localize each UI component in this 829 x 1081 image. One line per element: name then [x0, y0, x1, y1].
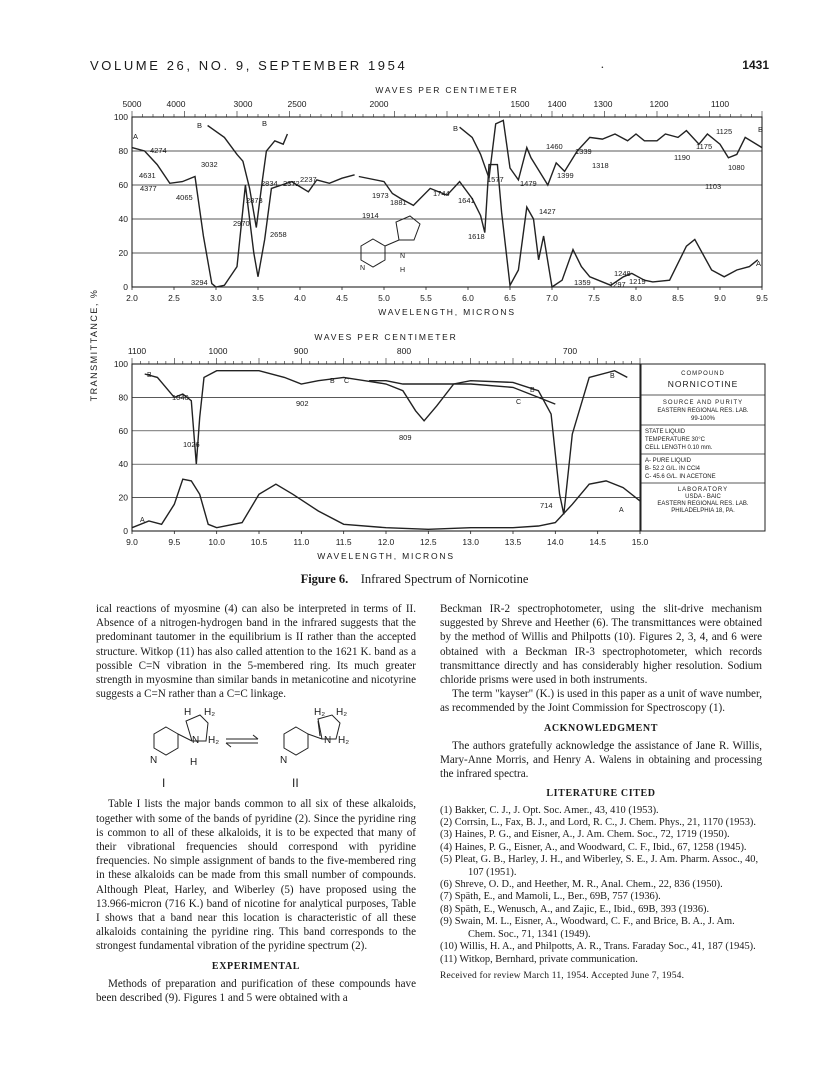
bottom-panel-x-tick-label: 11.5: [335, 537, 352, 547]
top-panel-top-tick-label: 2500: [287, 99, 307, 109]
top-panel-x-tick-label: 8.0: [630, 293, 642, 303]
spectrum-curve-A-bottom: [132, 479, 640, 529]
bottom-curve-letter: B: [147, 372, 152, 379]
top-panel-x-tick-label: 3.0: [210, 293, 222, 303]
bottom-curve-letter: A: [619, 507, 624, 514]
svg-text:H₂: H₂: [204, 707, 216, 719]
bottom-panel-y-tick-label: 0: [123, 526, 128, 536]
top-band-label: 1175: [696, 142, 713, 151]
top-band-label: 1297: [609, 280, 626, 289]
top-curve-letter: A: [756, 259, 762, 268]
nornicotine-structure: [361, 216, 420, 267]
reference-item: (10) Willis, H. A., and Philpotts, A. R., Trans. Faraday Soc., 41, 187 (1945).: [440, 941, 756, 953]
top-band-label: 2873: [246, 196, 263, 205]
spectrum-curve-B-top: [208, 126, 288, 228]
reference-item: (7) Späth, E., and Mamoli, L., Ber., 69B, 757 (1936).: [440, 891, 661, 903]
info-sample-line: A- PURE LIQUID: [645, 458, 692, 464]
reference-item: (5) Pleat, G. B., Harley, J. H., and Wiberley, S. E., J. Am. Pharm. Assoc., 40, 107 (1951).: [440, 854, 759, 878]
info-source-line: EASTERN REGIONAL RES. LAB.: [657, 408, 749, 414]
top-band-label: 4065: [176, 193, 193, 202]
spectrum-curve-C-bottom: [369, 381, 555, 404]
info-sample-line: B- 52.2 G/L. IN CCl4: [645, 466, 701, 472]
info-compound-name: NORNICOTINE: [667, 379, 739, 389]
svg-text:H: H: [184, 707, 192, 719]
bottom-panel-top-tick-label: 800: [396, 346, 412, 356]
top-band-label: 2970: [233, 219, 250, 228]
bottom-panel-x-tick-label: 10.5: [250, 537, 268, 547]
top-panel-top-tick-label: 5000: [122, 99, 142, 109]
reference-item: (9) Swain, M. L., Eisner, A., Woodward, C. F., and Brice, B. A., J. Am. Chem. Soc., 71, 1341 (1949).: [440, 916, 735, 940]
structure-II-label: II: [292, 776, 299, 791]
top-panel-x-tick-label: 7.5: [588, 293, 600, 303]
svg-text:H₂: H₂: [336, 707, 348, 719]
bottom-curve-letter: A: [140, 517, 145, 524]
bottom-band-label: 714: [540, 501, 553, 510]
bottom-panel-x-tick-label: 12.5: [420, 537, 437, 547]
reference-list: [440, 805, 762, 966]
bottom-panel-x-tick-label: 14.0: [547, 537, 564, 547]
top-panel-top-tick-label: 2000: [369, 99, 389, 109]
bottom-panel-y-tick-label: 40: [118, 459, 128, 470]
top-band-label: 4377: [140, 184, 157, 193]
bottom-band-label: 809: [399, 433, 412, 442]
acknowledgment-heading: ACKNOWLEDGMENT: [544, 722, 658, 734]
top-band-label: 1103: [705, 182, 722, 191]
paragraph-table-i: Table I lists the major bands common to all six of these alkaloids, together with some of the bands of pyridine (2). Since the pyridine ring is common to all of these alkaloids, it is to be expected that many of their vibrational frequencies should correspond with pyridine frequencies. No simple assignment of bands to the five-membered ring in these alkaloids can be made from this small number of compounds. Although Pleat, Harley, and Wiberley (5) have proposed using the 13.966-micron (716 K.) band of nicotine for analytical purposes, Table I shows that a band near this location is characteristic of all these alkaloids containing the pyridine ring. This band corresponds to the strongest fundamental vibration of the pyridine spectrum (2).: [96, 798, 416, 953]
top-panel-x-tick-label: 5.5: [420, 293, 432, 303]
top-panel-x-tick-label: 6.5: [504, 293, 516, 303]
top-panel-y-tick-label: 0: [123, 282, 128, 292]
bottom-panel-x-tick-label: 11.0: [293, 537, 310, 547]
top-band-label: 1577: [487, 175, 504, 184]
svg-text:N: N: [150, 755, 158, 767]
top-band-label: 1219: [629, 277, 646, 286]
literature-heading: LITERATURE CITED: [546, 788, 656, 800]
top-panel-top-tick-label: 1100: [710, 99, 730, 109]
bottom-panel-y-tick-label: 80: [118, 392, 128, 403]
bottom-band-label: 902: [296, 399, 309, 408]
top-band-label: 1479: [520, 179, 537, 188]
svg-text:N: N: [324, 735, 332, 747]
structure-II-drawing: [284, 715, 340, 755]
page-number: 1431: [742, 58, 769, 72]
acknowledgment-text: The authors gratefully acknowledge the assistance of Jane R. Willis, Mary-Anne Morris, and Henry A. Walens in obtaining and processing the infrared spectra.: [440, 739, 762, 781]
bottom-panel-x-tick-label: 14.5: [589, 537, 606, 547]
info-lab-line: USDA - BAIC: [685, 494, 721, 500]
bottom-band-label: 1026: [183, 440, 200, 449]
received-note: Received for review March 11, 1954. Accepted June 7, 1954.: [440, 970, 685, 981]
svg-text:H₂: H₂: [314, 707, 326, 719]
top-panel-y-tick-label: 60: [118, 180, 128, 190]
structure-I-label: I: [162, 776, 166, 791]
info-lab-line: EASTERN REGIONAL RES. LAB.: [657, 501, 749, 507]
bottom-panel-y-tick-label: 60: [118, 425, 128, 436]
top-panel-top-tick-label: 1200: [649, 99, 669, 109]
top-panel-top-tick-label: 1400: [547, 99, 567, 109]
top-panel-x-tick-label: 9.0: [714, 293, 726, 303]
bottom-panel-top-tick-label: 700: [562, 346, 578, 356]
bottom-panel-wavelength-title: WAVELENGTH, MICRONS: [317, 551, 455, 561]
structure-I-drawing: [154, 715, 208, 755]
top-panel-y-tick-label: 20: [118, 248, 128, 258]
bottom-panel-x-tick-label: 9.0: [126, 537, 138, 547]
svg-text:H₂: H₂: [208, 735, 220, 747]
top-band-label: 2658: [270, 230, 287, 239]
top-panel-y-tick-label: 80: [118, 146, 128, 156]
info-state-line: STATE LIQUID: [645, 429, 686, 435]
bottom-panel-x-tick-label: 13.0: [462, 537, 479, 547]
top-curve-letter: B: [262, 119, 268, 128]
top-band-label: 3294: [191, 278, 208, 287]
figure-caption-text: Infrared Spectrum of Nornicotine: [360, 572, 529, 586]
figure-caption-label: Figure 6.: [300, 572, 349, 586]
top-band-label: 2372: [283, 179, 300, 188]
top-panel-x-tick-label: 8.5: [672, 293, 684, 303]
reference-item: (1) Bakker, C. J., J. Opt. Soc. Amer., 43, 410 (1953).: [440, 804, 659, 816]
running-head: VOLUME 26, NO. 9, SEPTEMBER 1954: [90, 58, 408, 73]
top-panel-x-tick-label: 2.5: [168, 293, 180, 303]
spectrum-curve-B-bottom: [145, 371, 628, 515]
top-panel-x-tick-label: 2.0: [126, 293, 138, 303]
top-panel-y-tick-label: 100: [113, 112, 128, 122]
top-band-label: 2834: [261, 179, 278, 188]
top-panel-x-tick-label: 3.5: [252, 293, 264, 303]
top-band-label: 1080: [728, 163, 745, 172]
top-panel-x-tick-label: 4.0: [294, 293, 306, 303]
top-band-label: 1618: [468, 232, 485, 241]
top-curve-letter: B: [453, 124, 459, 133]
top-band-label: 1125: [716, 127, 733, 136]
top-band-label: 3032: [201, 160, 218, 169]
top-panel-top-tick-label: 3000: [233, 99, 253, 109]
top-panel-x-tick-label: 9.5: [756, 293, 768, 303]
top-band-label: 1881: [390, 198, 407, 207]
spectrum-curve-A-mid: [359, 165, 758, 287]
left-text-column: [96, 602, 416, 1005]
top-panel-frame: [132, 117, 762, 287]
top-band-label: 4631: [139, 171, 156, 180]
svg-text:N: N: [280, 755, 288, 767]
paragraph-methods: Methods of preparation and purification of these compounds have been described (9). Figures 1 and 5 were obtained with a: [96, 977, 416, 1005]
top-curve-letter: B: [197, 121, 203, 130]
y-axis-title: TRANSMITTANCE, %: [89, 288, 99, 402]
top-band-label: 1427: [539, 207, 556, 216]
top-band-label: 1318: [592, 161, 609, 170]
bottom-panel-x-tick-label: 9.5: [168, 537, 181, 547]
paragraph-kayser: The term "kayser" (K.) is used in this paper as a unit of wave number, as recommended by the Joint Commission for Spectroscopy (1).: [440, 688, 762, 715]
bottom-panel-x-tick-label: 12.0: [377, 537, 395, 547]
bottom-panel-frame: [132, 364, 640, 531]
info-compound-label: COMPOUND: [681, 371, 725, 377]
top-band-label: 1744: [433, 189, 450, 198]
bottom-panel-y-tick-label: 20: [118, 492, 128, 503]
top-band-label: 1359: [574, 278, 591, 287]
top-panel-top-tick-label: 4000: [166, 99, 186, 109]
structure-n-label: N: [360, 265, 366, 272]
bottom-panel-waves-title: WAVES PER CENTIMETER: [314, 332, 458, 342]
bottom-curve-letter: B: [330, 378, 335, 385]
equilibrium-arrows: [226, 735, 258, 747]
structure-h-label: H: [400, 267, 406, 274]
svg-text:H: H: [190, 757, 198, 769]
svg-text:N: N: [192, 735, 200, 747]
bottom-band-label: 1040: [172, 393, 189, 402]
top-curve-letter: B: [758, 125, 764, 134]
bottom-panel-x-tick-label: 15.0: [631, 537, 649, 547]
paragraph-myosmine: ical reactions of myosmine (4) can also be interpreted in terms of II. Absence of a nitrogen-hydrogen band in the infrared suggests that the predominant tautomer in the equilibrium is II rather than the accepted structure. Witkop (11) has also called attention to the 1621 K. band as a possible C=N vibration in the 5-membered ring. Its much greater strength in myosmine than similar bands in metanicotine and nicotyrine suggests a C=N rather than a C=C linkage.: [96, 603, 416, 701]
top-panel-x-tick-label: 6.0: [462, 293, 474, 303]
top-panel-wavelength-title: WAVELENGTH, MICRONS: [378, 307, 516, 317]
top-panel-x-tick-label: 5.0: [378, 293, 390, 303]
reference-item: (8) Späth, E., Wenusch, A., and Zajic, E., Ibid., 69B, 393 (1936).: [440, 903, 710, 915]
reference-item: (4) Haines, P. G., Eisner, A., and Woodward, C. F., Ibid., 67, 1258 (1945).: [440, 841, 747, 853]
top-band-label: 1190: [674, 153, 691, 162]
top-curve-letter: A: [133, 132, 139, 141]
info-state-line: TEMPERATURE 30°C: [645, 437, 705, 443]
top-band-label: 2237: [300, 175, 317, 184]
info-state-line: CELL LENGTH 0.10 mm.: [645, 445, 713, 451]
bottom-panel-top-tick-label: 1100: [127, 346, 147, 356]
top-band-label: 1914: [362, 211, 379, 220]
top-panel-waves-title: WAVES PER CENTIMETER: [375, 85, 519, 95]
info-sample-line: C- 45.6 G/L. IN ACETONE: [645, 474, 716, 480]
top-panel-top-tick-label: 1500: [510, 99, 530, 109]
reference-item: (2) Corrsin, L., Fax, B. J., and Lord, R. C., J. Chem. Phys., 21, 1170 (1953).: [440, 817, 756, 829]
top-panel-top-tick-label: 1300: [593, 99, 613, 109]
top-band-label: 4274: [150, 146, 167, 155]
bottom-curve-letter: C: [344, 378, 350, 385]
top-band-label: 1973: [372, 191, 389, 200]
top-band-label: 1339: [575, 147, 592, 156]
reference-item: (6) Shreve, O. D., and Heether, M. R., Anal. Chem., 22, 836 (1950).: [440, 879, 723, 891]
top-band-label: 1248: [614, 269, 631, 278]
top-band-label: 1399: [557, 171, 574, 180]
bottom-curve-letter: B: [530, 387, 535, 394]
figure-caption: [0, 572, 829, 587]
structure-n-label: N: [400, 253, 406, 260]
bottom-panel-top-tick-label: 1000: [208, 346, 228, 356]
info-source-label: SOURCE AND PURITY: [662, 400, 744, 406]
header-dot: .: [600, 56, 604, 71]
info-lab-line: PHILADELPHIA 18, PA.: [671, 508, 735, 514]
svg-text:H₂: H₂: [338, 735, 350, 747]
experimental-heading: EXPERIMENTAL: [211, 960, 301, 972]
paragraph-instruments: Beckman IR-2 spectrophotometer, using the slit-drive mechanism suggested by Shreve and Heether (6). The transmittances were obtained by the method of Willis and Philpotts (10). Figures 2, 3, 4, and 6 were obtained with a Beckman IR-3 spectrophotometer, which records transmittance directly and has considerably higher resolution. Sodium chloride prisms were used in both instruments.: [440, 603, 762, 687]
bottom-panel-top-tick-label: 900: [293, 346, 309, 356]
bottom-panel-x-tick-label: 13.5: [504, 537, 522, 547]
top-band-label: 1641: [458, 196, 475, 205]
bottom-panel-x-tick-label: 10.0: [208, 537, 225, 547]
top-band-label: 1460: [546, 142, 563, 151]
right-text-column: [440, 602, 762, 983]
top-panel-x-tick-label: 4.5: [336, 293, 348, 303]
tautomer-structures: [96, 705, 416, 793]
top-panel-y-tick-label: 40: [118, 214, 128, 224]
bottom-curve-letter: B: [610, 373, 615, 380]
spectrum-curve-A-top: [132, 148, 355, 287]
bottom-panel-y-tick-label: 100: [113, 359, 128, 369]
reference-item: (3) Haines, P. G., and Eisner, A., J. Am. Chem. Soc., 72, 1719 (1950).: [440, 829, 730, 841]
info-source-line: 99-100%: [690, 416, 716, 422]
top-panel-x-tick-label: 7.0: [546, 293, 558, 303]
info-lab-label: LABORATORY: [677, 487, 729, 493]
reference-item: (11) Witkop, Bernhard, private communication.: [440, 953, 638, 965]
bottom-curve-letter: C: [516, 399, 522, 406]
